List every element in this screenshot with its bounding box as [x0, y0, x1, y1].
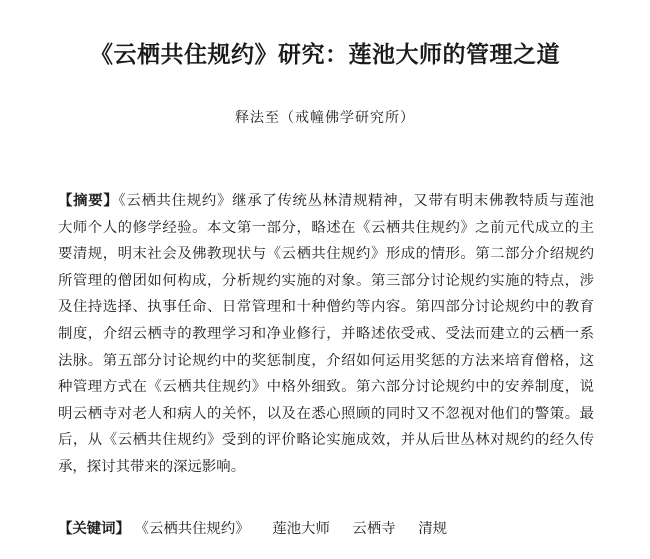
abstract-line: 种管理方式在《云栖共住规约》中格外细致。第六部分讨论规约中的安养制度，说	[58, 379, 594, 396]
paper-title: 《云栖共住规约》研究：莲池大师的管理之道	[90, 41, 560, 68]
abstract-line: 后，从《云栖共住规约》受到的评价略论实施成效，并从后世丛林对规约的经久传	[58, 432, 594, 449]
abstract-line: 所管理的僧团如何构成，分析规约实施的对象。第三部分讨论规约实施的特点，涉	[58, 272, 594, 289]
keyword-item: 莲池大师	[272, 521, 330, 537]
abstract-line: 承，探讨其带来的深远影响。	[58, 458, 246, 475]
abstract-line: 制度，介绍云栖寺的教理学习和净业修行，并略述依受戒、受法而建立的云栖一系	[58, 325, 594, 342]
keyword-item: 云栖寺	[352, 521, 396, 537]
keyword-item: 清规	[418, 521, 447, 537]
abstract-block	[58, 188, 594, 481]
abstract-line: 要清规，明末社会及佛教现状与《云栖共住规约》形成的情形。第二部分介绍规约	[58, 246, 594, 263]
abstract-line: 法脉。第五部分讨论规约中的奖惩制度，介绍如何运用奖惩的方法来培育僧格，这	[58, 352, 594, 369]
keywords-label: 【关键词】	[58, 521, 130, 537]
abstract-label: 【摘要】	[58, 193, 119, 209]
keyword-item: 《云栖共住规约》	[134, 521, 250, 537]
abstract-line	[58, 188, 594, 215]
abstract-line: 明云栖寺对老人和病人的关怀，以及在悉心照顾的同时又不忽视对他们的警策。最	[58, 405, 594, 422]
paper-author: 释法至（戒幢佛学研究所）	[235, 110, 415, 126]
abstract-text: 《云栖共住规约》继承了传统丛林清规精神，又带有明末佛教特质与莲池	[118, 193, 594, 209]
abstract-line: 大师个人的修学经验。本文第一部分，略述在《云栖共住规约》之前元代成立的主	[58, 219, 594, 236]
abstract-line: 及住持选择、执事任命、日常管理和十种僧约等内容。第四部分讨论规约中的教育	[58, 299, 594, 316]
keywords-block	[58, 516, 594, 542]
